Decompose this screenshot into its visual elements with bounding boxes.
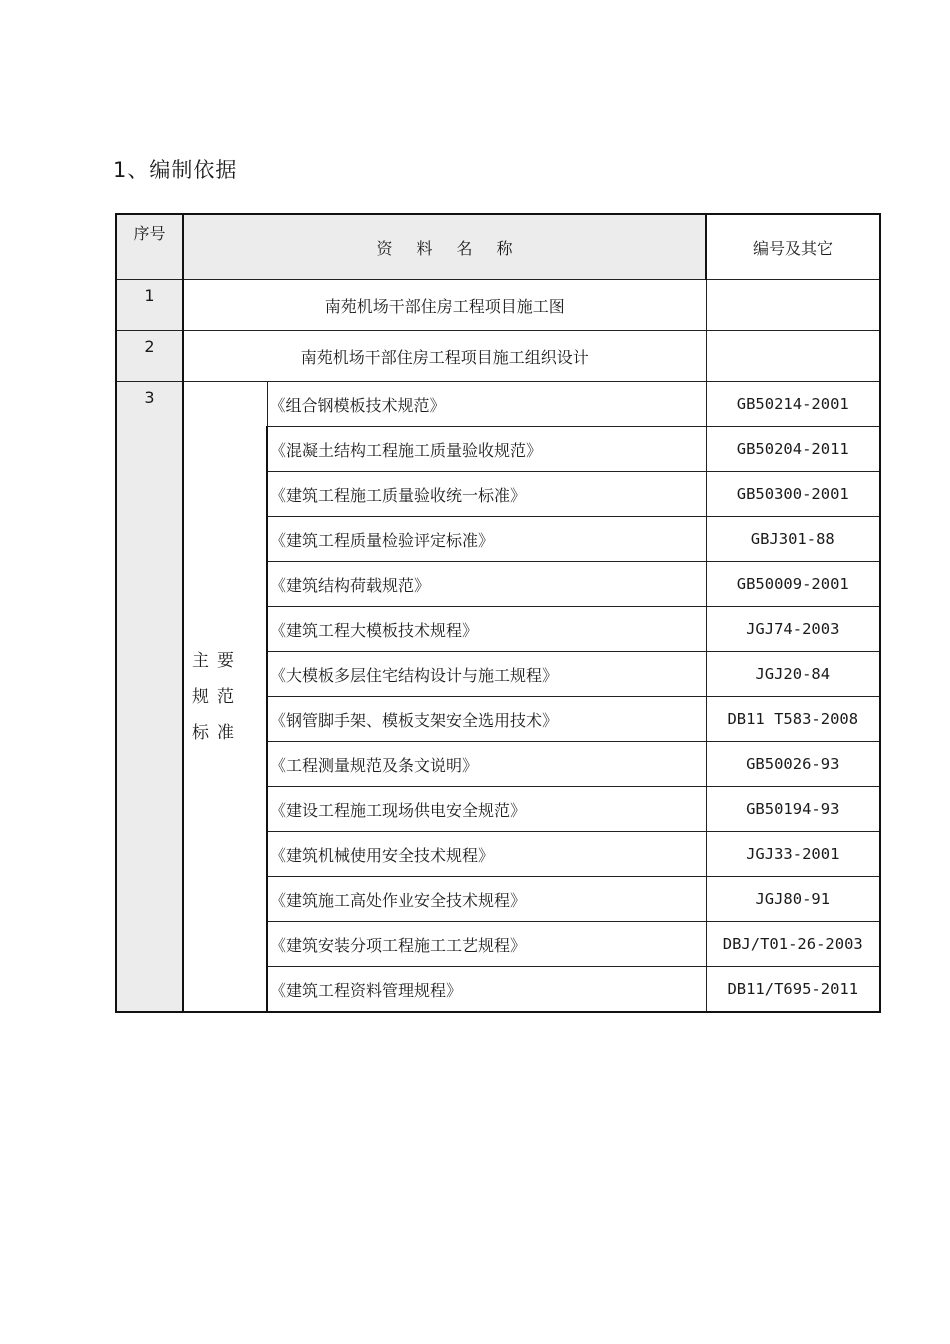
standard-code: DB11/T695-2011	[706, 967, 880, 1013]
row-name: 南苑机场干部住房工程项目施工组织设计	[183, 331, 706, 382]
header-code: 编号及其它	[706, 214, 880, 280]
standard-title: 《混凝土结构工程施工质量验收规范》	[267, 427, 706, 472]
standard-title: 《钢管脚手架、模板支架安全选用技术》	[267, 697, 706, 742]
standard-code: GB50214-2001	[706, 382, 880, 427]
standard-code: JGJ74-2003	[706, 607, 880, 652]
row-name: 南苑机场干部住房工程项目施工图	[183, 280, 706, 331]
standard-code: GB50204-2011	[706, 427, 880, 472]
standard-code: DB11 T583-2008	[706, 697, 880, 742]
basis-table	[115, 213, 881, 1013]
group-label-line: 主要	[192, 650, 242, 671]
standard-title: 《建筑工程施工质量验收统一标准》	[267, 472, 706, 517]
standard-code: DBJ/T01-26-2003	[706, 922, 880, 967]
standard-title: 《工程测量规范及条文说明》	[267, 742, 706, 787]
row-code	[706, 280, 880, 331]
standard-title: 《建筑结构荷载规范》	[267, 562, 706, 607]
section-heading: 1、编制依据	[113, 158, 238, 182]
standard-code: GB50194-93	[706, 787, 880, 832]
header-name: 资料名称	[183, 214, 706, 280]
standard-code: JGJ33-2001	[706, 832, 880, 877]
standard-code: GB50026-93	[706, 742, 880, 787]
standard-code: GB50300-2001	[706, 472, 880, 517]
standard-code: GB50009-2001	[706, 562, 880, 607]
group-label	[183, 382, 267, 1013]
header-seq: 序号	[116, 214, 183, 280]
standard-title: 《建筑施工高处作业安全技术规程》	[267, 877, 706, 922]
group-label-line: 标准	[192, 722, 242, 743]
table-row	[116, 382, 880, 427]
group-label-line: 规范	[192, 686, 242, 707]
standard-title: 《建筑工程质量检验评定标准》	[267, 517, 706, 562]
standard-title: 《建筑机械使用安全技术规程》	[267, 832, 706, 877]
standard-title: 《建筑工程大模板技术规程》	[267, 607, 706, 652]
standard-title: 《建设工程施工现场供电安全规范》	[267, 787, 706, 832]
standard-title: 《组合钢模板技术规范》	[267, 382, 706, 427]
table-row	[116, 280, 880, 331]
header-row	[116, 214, 880, 280]
standard-title: 《建筑工程资料管理规程》	[267, 967, 706, 1013]
standard-code: GBJ301-88	[706, 517, 880, 562]
row-seq: 2	[116, 331, 183, 382]
group-seq: 3	[116, 382, 183, 1013]
table-row	[116, 331, 880, 382]
row-code	[706, 331, 880, 382]
row-seq: 1	[116, 280, 183, 331]
standard-code: JGJ80-91	[706, 877, 880, 922]
standard-title: 《大模板多层住宅结构设计与施工规程》	[267, 652, 706, 697]
standard-code: JGJ20-84	[706, 652, 880, 697]
standard-title: 《建筑安装分项工程施工工艺规程》	[267, 922, 706, 967]
